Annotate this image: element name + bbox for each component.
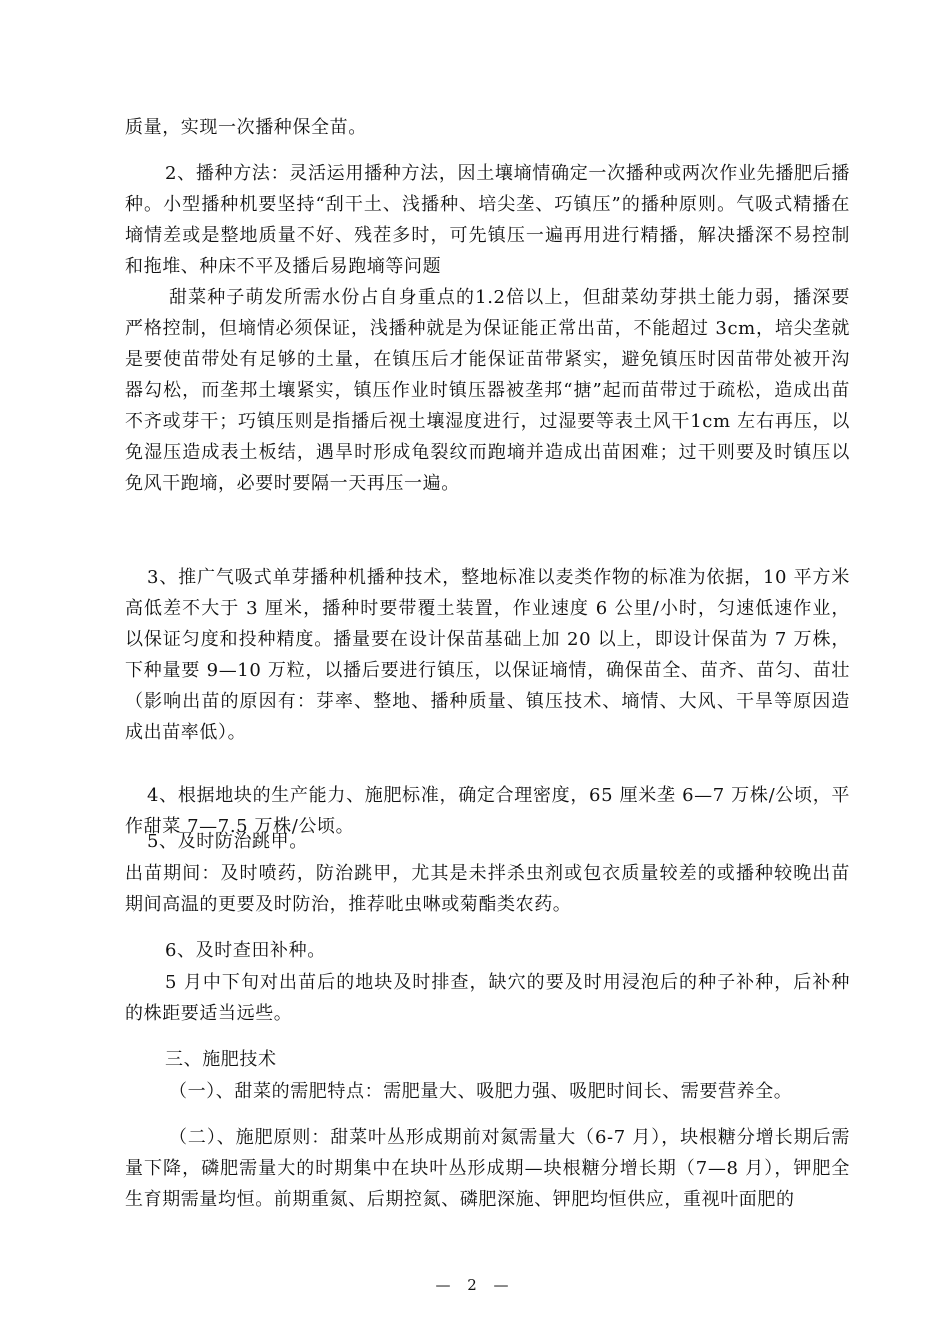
paragraph-10: （一）、甜菜的需肥特点：需肥量大、吸肥力强、吸肥时间长、需要营养全。 xyxy=(169,1081,793,1102)
paragraph-7: 出苗期间：及时喷药，防治跳甲，尤其是未拌杀虫剂或包衣质量较差的或播种较晚出苗期间高温的更要及时防治，推荐吡虫啉或菊酯类农药。 xyxy=(125,863,850,915)
paragraph-2: 2、播种方法：灵活运用播种方法，因土壤墒情确定一次播种或两次作业先播肥后播种。小型播种机要坚持“刮干土、浅播种、培尖垄、巧镇压”的播种原则。气吸式精播在墒情差或是整地质量不好、残茬多时，可先镇压一遍再用进行精播，解决播深不易控制和拖堆、种床不平及播后易跑墒等问题 xyxy=(125,163,850,277)
paragraph-5: 4、根据地块的生产能力、施肥标准，确定合理密度，65 厘米垄 6—7 万株/公顷，平作甜菜 7—7.5 万株/公顷。 xyxy=(125,785,850,837)
section-heading-fertilization: 三、施肥技术 xyxy=(165,1049,277,1070)
paragraph-8: 6、及时查田补种。 xyxy=(165,940,326,961)
paragraph-1: 质量，实现一次播种保全苗。 xyxy=(125,117,367,138)
paragraph-4: 3、推广气吸式单芽播种机播种技术，整地标准以麦类作物的标准为依据，10 平方米高低差不大于 3 厘米，播种时要带覆土装置，作业速度 6 公里/小时，匀速低速作业，以保证匀度和投种精度。播量要在设计保苗基础上加 20 以上，即设计保苗为 7 万株，下种量要 9—10 万粒，以播后要进行镇压，以保证墒情，确保苗全、苗齐、苗匀、苗壮（影响出苗的原因有：芽率、整地、播种质量、镇压技术、墒情、大风、干旱等原因造成出苗率低）。 xyxy=(125,567,850,743)
paragraph-9: 5 月中下旬对出苗后的地块及时排查，缺穴的要及时用浸泡后的种子补种，后补种的株距要适当远些。 xyxy=(125,972,850,1024)
paragraph-11: （二）、施肥原则：甜菜叶丛形成期前对氮需量大（6-7 月），块根糖分增长期后需量下降，磷肥需量大的时期集中在块叶丛形成期—块根糖分增长期（7—8 月），钾肥全生育期需量均恒。前期重氮、后期控氮、磷肥深施、钾肥均恒供应，重视叶面肥的 xyxy=(125,1127,850,1210)
page-number: — 2 — xyxy=(435,1276,515,1294)
paragraph-3: 甜菜种子萌发所需水份占自身重点的1.2倍以上，但甜菜幼芽拱土能力弱，播深要严格控制，但墒情必须保证，浅播种就是为保证能正常出苗，不能超过 3cm，培尖垄就是要使苗带处有足够的土量，在镇压后才能保证苗带紧实，避免镇压时因苗带处被开沟器勾松，而垄邦土壤紧实，镇压作业时镇压器被垄邦“搪”起而苗带过于疏松，造成出苗不齐或芽干；巧镇压则是指播后视土壤湿度进行，过湿要等表土风干1cm 左右再压，以免湿压造成表土板结，遇旱时形成龟裂纹而跑墒并造成出苗困难；过干则要及时镇压以免风干跑墒，必要时要隔一天再压一遍。 xyxy=(125,287,850,494)
paragraph-6: 5、及时防治跳甲。 xyxy=(147,831,308,852)
